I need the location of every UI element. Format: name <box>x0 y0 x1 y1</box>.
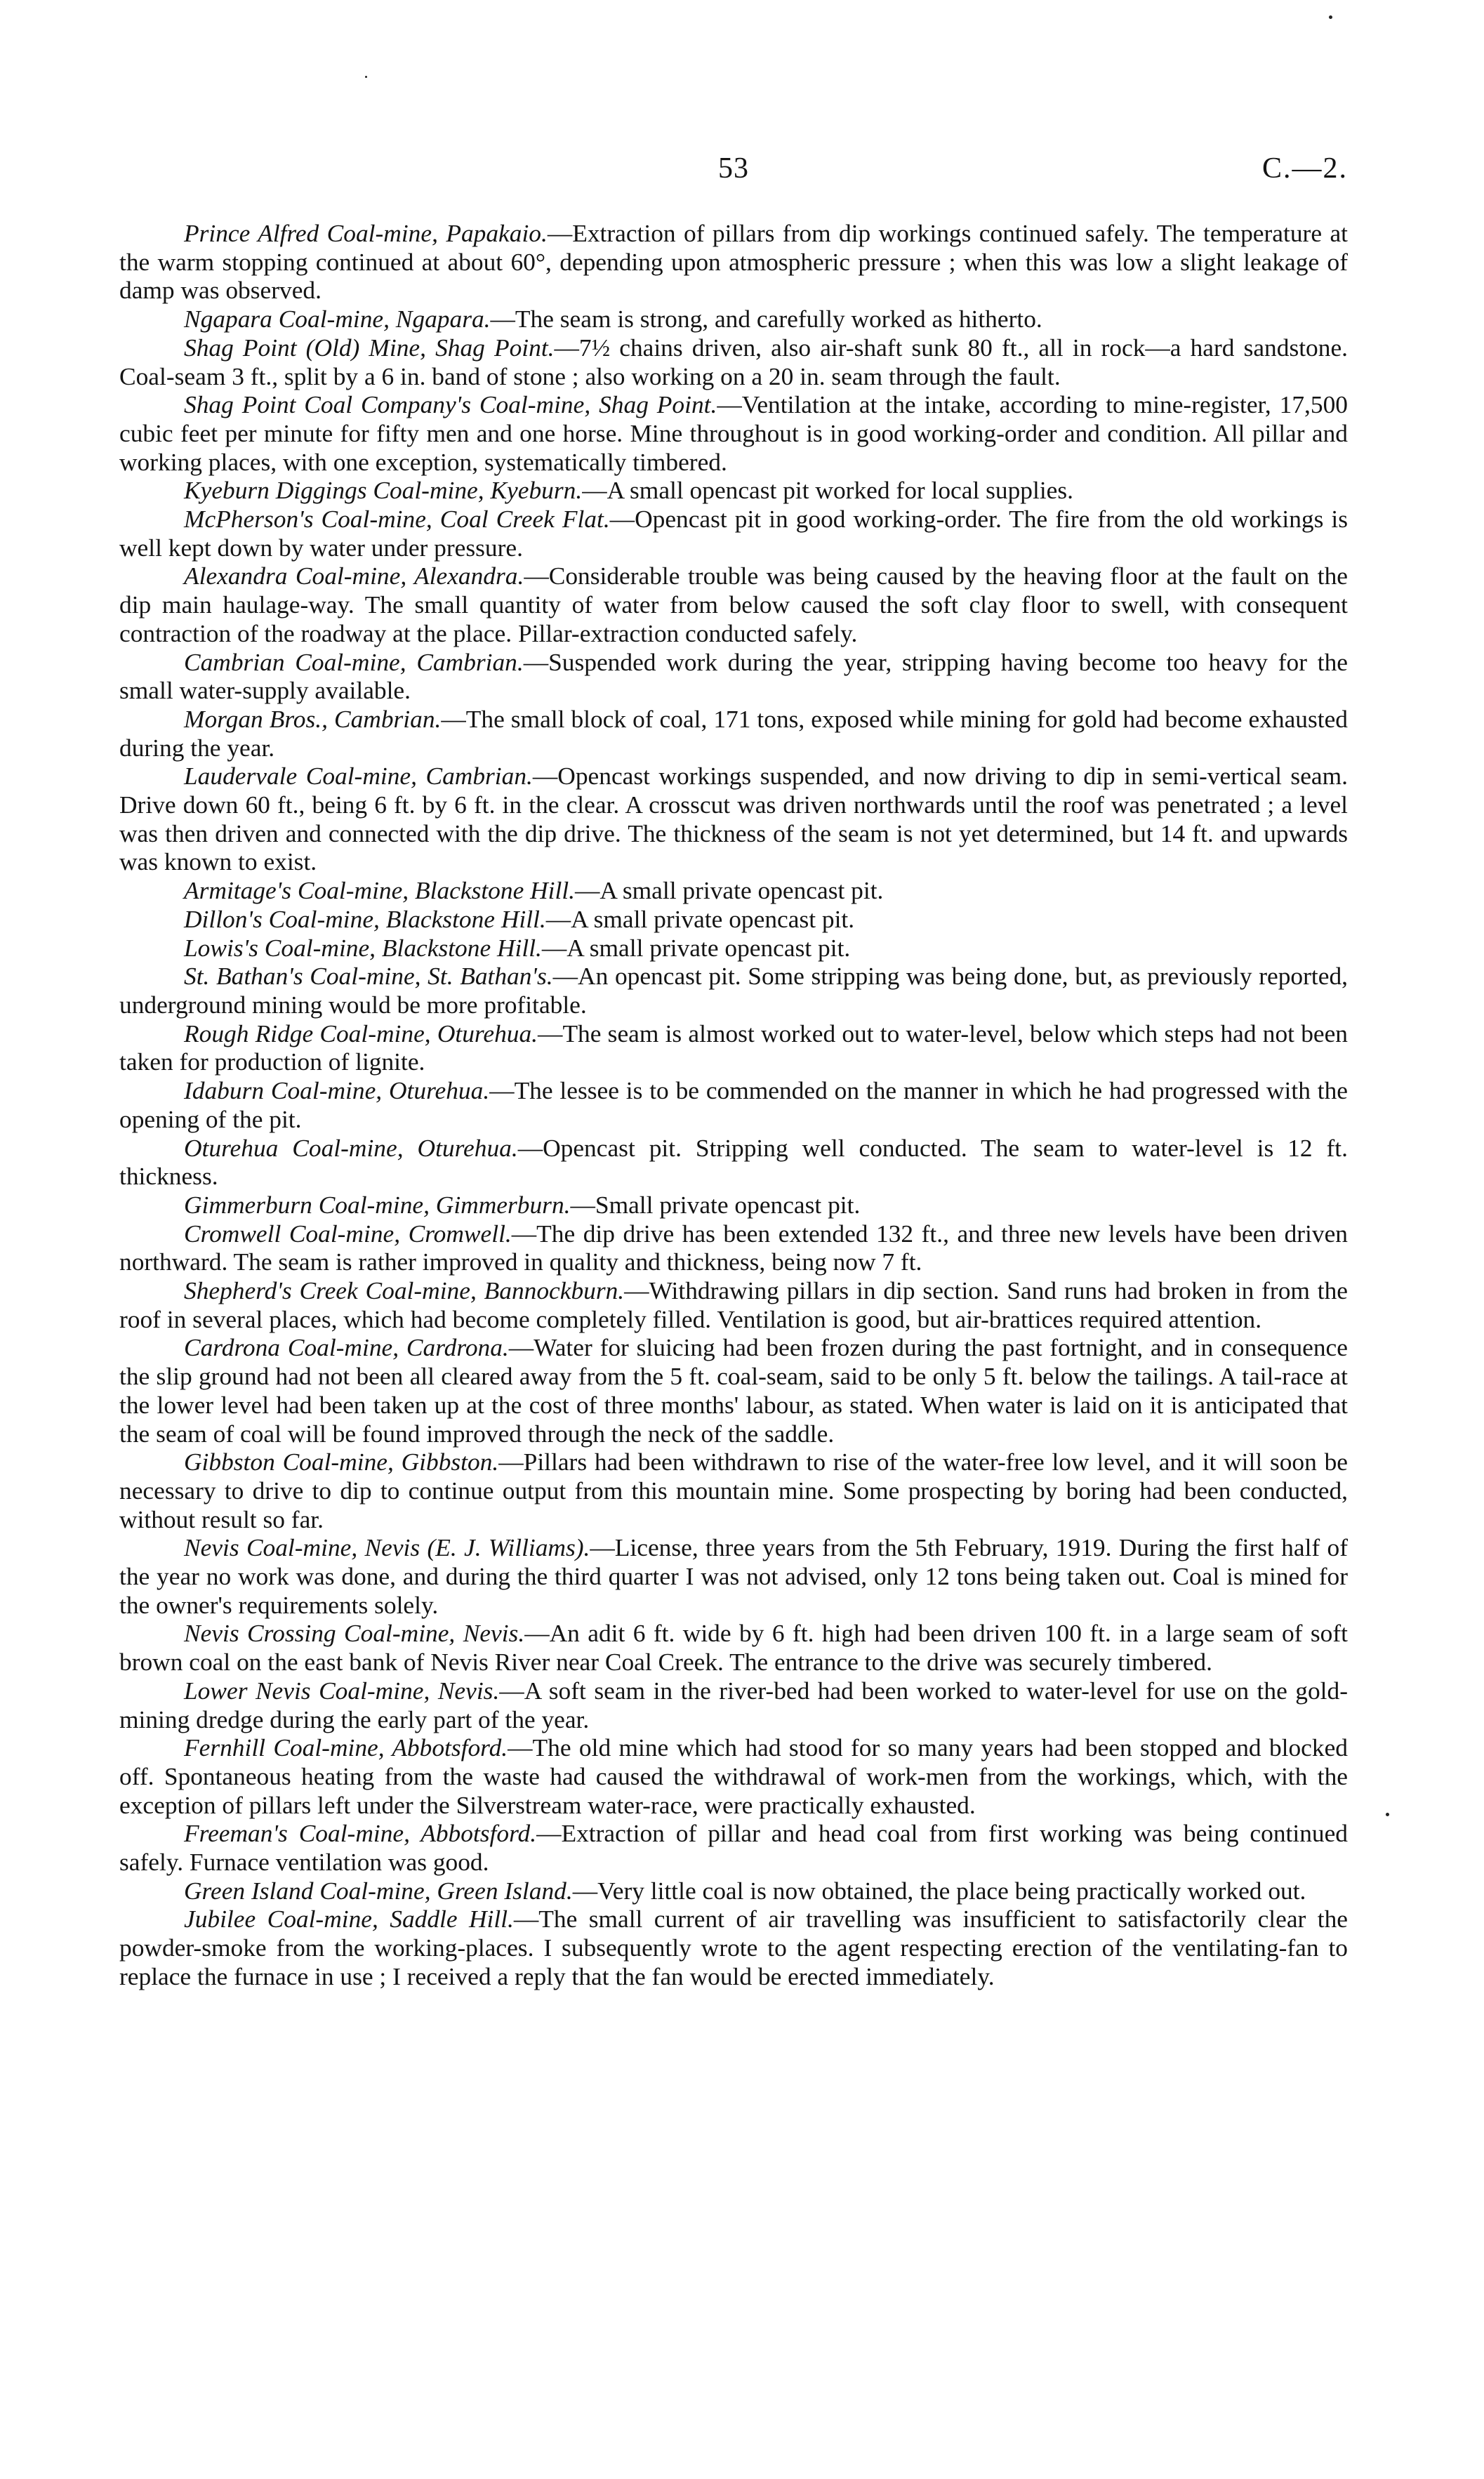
mine-report-text: —The seam is strong, and carefully worked as hitherto. <box>490 305 1042 333</box>
mine-entry <box>119 1877 1348 1905</box>
mine-report-text: —The lessee is to be commended on the manner in which he had progressed with the opening of the pit. <box>119 1076 1348 1133</box>
mine-entry <box>119 1819 1348 1876</box>
mine-entry <box>119 1191 1348 1219</box>
scan-speck <box>1329 15 1332 19</box>
mine-name: Green Island Coal-mine, Green Island. <box>184 1876 573 1905</box>
mine-report-text: —The old mine which had stood for so many years had been stopped and blocked off. Spontaneous heating from the waste had caused the withdrawal of work-men from the workings, which, with the exception of pillars left under the Silverstream water-race, were practically exhausted. <box>119 1733 1348 1819</box>
mine-report-text: —The dip drive has been extended 132 ft., and three new levels have been driven northward. The seam is rather improved in quality and thickness, being now 7 ft. <box>119 1219 1348 1276</box>
mine-name: Armitage's Coal-mine, Blackstone Hill. <box>184 876 576 905</box>
mine-name: Nevis Coal-mine, Nevis (E. J. Williams). <box>184 1533 590 1562</box>
mine-entry <box>119 1733 1348 1819</box>
mine-name: St. Bathan's Coal-mine, St. Bathan's. <box>184 962 553 991</box>
mine-entry <box>119 333 1348 390</box>
scan-speck <box>365 76 367 78</box>
mine-report-text: —Extraction of pillars from dip workings continued safely. The temperature at the warm stopping continued at about 60°, depending upon atmospheric pressure ; when this was low a slight leakage of damp was observed. <box>119 219 1348 305</box>
mine-report-text: —An opencast pit. Some stripping was being done, but, as previously reported, underground mining would be more profitable. <box>119 962 1348 1019</box>
mine-name: Cardrona Coal-mine, Cardrona. <box>184 1333 509 1362</box>
mine-report-text: —Very little coal is now obtained, the place being practically worked out. <box>572 1876 1306 1905</box>
series-code: C.—2. <box>1261 152 1348 185</box>
mine-entry <box>119 1533 1348 1619</box>
mine-report-text: —Suspended work during the year, stripping having become too heavy for the small water-supply available. <box>119 647 1348 705</box>
mine-entry <box>119 1619 1348 1676</box>
mine-name: Alexandra Coal-mine, Alexandra. <box>184 562 524 590</box>
mine-entry <box>119 219 1348 305</box>
mine-name: Oturehua Coal-mine, Oturehua. <box>184 1133 518 1162</box>
mine-entry <box>119 305 1348 333</box>
mine-report-text: —License, three years from the 5th February, 1919. During the first half of the year no work was done, and during the third quarter I was not advised, only 12 tons being taken out. Coal is mined for the owner's requirements solely. <box>119 1533 1348 1619</box>
mine-name: Cromwell Coal-mine, Cromwell. <box>184 1219 512 1248</box>
mine-entry <box>119 705 1348 762</box>
mine-report-text: —Opencast workings suspended, and now driving to dip in semi-vertical seam. Drive down 60 ft., being 6 ft. by 6 ft. in the clear. A crosscut was driven northwards until the roof was penetrated ; a level was then driven and connected with the dip drive. The thickness of the seam is not yet determined, but 14 ft. and upwards was known to exist. <box>119 762 1348 876</box>
mine-entry <box>119 1905 1348 1990</box>
scan-speck <box>1386 1813 1389 1816</box>
mine-entry <box>119 934 1348 963</box>
mine-entry <box>119 1134 1348 1191</box>
mine-entry <box>119 876 1348 905</box>
mine-name: Laudervale Coal-mine, Cambrian. <box>184 762 533 791</box>
mine-report-text: —Extraction of pillar and head coal from first working was being continued safely. Furnace ventilation was good. <box>119 1819 1348 1877</box>
mine-name: Prince Alfred Coal-mine, Papakaio. <box>184 219 548 247</box>
mine-entry <box>119 505 1348 562</box>
mine-report-text: —The small block of coal, 171 tons, exposed while mining for gold had become exhausted during the year. <box>119 704 1348 762</box>
mine-name: Lower Nevis Coal-mine, Nevis. <box>184 1676 500 1705</box>
mine-entry <box>119 390 1348 476</box>
mine-name: McPherson's Coal-mine, Coal Creek Flat. <box>184 505 610 534</box>
mine-name: Shag Point (Old) Mine, Shag Point. <box>184 333 555 362</box>
mine-report-text: —Withdrawing pillars in dip section. Sand runs had broken in from the roof in several places, which had become completely filled. Ventilation is good, but air-brattices required attention. <box>119 1276 1349 1333</box>
mine-name: Fernhill Coal-mine, Abbotsford. <box>184 1733 508 1762</box>
mine-report-text: —The small current of air travelling was insufficient to satisfactorily clear the powder-smoke from the working-places. I subsequently wrote to the agent respecting erection of the ventilating-fan to replace the furnace in use ; I received a reply that the fan would be erected immediately. <box>119 1905 1348 1990</box>
mine-name: Nevis Crossing Coal-mine, Nevis. <box>184 1619 525 1648</box>
page-number: 53 <box>718 152 749 185</box>
mine-report-text: —An adit 6 ft. wide by 6 ft. high had been driven 100 ft. in a large seam of soft brown coal on the east bank of Nevis River near Coal Creek. The entrance to the drive was securely timbered. <box>119 1619 1348 1677</box>
mine-name: Lowis's Coal-mine, Blackstone Hill. <box>184 933 542 962</box>
mine-report-text: —Small private opencast pit. <box>570 1190 861 1219</box>
mine-name: Jubilee Coal-mine, Saddle Hill. <box>184 1905 514 1933</box>
mine-report-text: —Opencast pit in good working-order. The fire from the old workings is well kept down by water under pressure. <box>119 505 1349 562</box>
mine-entry <box>119 962 1348 1019</box>
mine-entry <box>119 905 1348 934</box>
mine-entry <box>119 476 1348 505</box>
mine-report-entries <box>119 219 1348 1991</box>
mine-entry <box>119 562 1348 647</box>
mine-name: Shepherd's Creek Coal-mine, Bannockburn. <box>184 1276 625 1305</box>
mine-name: Rough Ridge Coal-mine, Oturehua. <box>184 1019 538 1047</box>
mine-report-text: —A small opencast pit worked for local supplies. <box>582 476 1073 505</box>
mine-entry <box>119 1019 1348 1076</box>
mine-name: Idaburn Coal-mine, Oturehua. <box>184 1076 490 1105</box>
mine-report-text: —A small private opencast pit. <box>575 876 884 905</box>
mine-name: Dillon's Coal-mine, Blackstone Hill. <box>184 904 546 933</box>
mine-entry <box>119 1448 1348 1533</box>
mine-entry <box>119 1219 1348 1276</box>
page-header <box>119 152 1348 197</box>
mine-entry <box>119 1276 1348 1333</box>
mine-report-text: —A soft seam in the river-bed had been worked to water-level for use on the gold-mining dredge during the early part of the year. <box>119 1676 1348 1733</box>
mine-name: Gibbston Coal-mine, Gibbston. <box>184 1448 499 1476</box>
mine-report-text: —Ventilation at the intake, according to mine-register, 17,500 cubic feet per minute for fifty men and one horse. Mine throughout is in good working-order and condition. All pillar and working places, with one exception, systematically timbered. <box>119 390 1348 476</box>
mine-name: Shag Point Coal Company's Coal-mine, Shag Point. <box>184 390 717 419</box>
mine-report-text: —Pillars had been withdrawn to rise of the water-free low level, and it will soon be necessary to drive to dip to continue output from this mountain mine. Some prospecting by boring had been conducted, without result so far. <box>119 1448 1349 1533</box>
mine-entry <box>119 762 1348 876</box>
mine-entry <box>119 1677 1348 1733</box>
mine-report-text: —7½ chains driven, also air-shaft sunk 80 ft., all in rock—a hard sandstone. Coal-seam 3 ft., split by a 6 in. band of stone ; also working on a 20 in. seam through the fault. <box>119 333 1348 390</box>
mine-name: Freeman's Coal-mine, Abbotsford. <box>184 1819 537 1848</box>
mine-report-text: —Considerable trouble was being caused by the heaving floor at the fault on the dip main haulage-way. The small quantity of water from below caused the soft clay floor to swell, with consequent contraction of the roadway at the place. Pillar-extraction conducted safely. <box>119 562 1348 647</box>
mine-entry <box>119 1076 1348 1133</box>
mine-report-text: —Water for sluicing had been frozen during the past fortnight, and in consequence the slip ground had not been all cleared away from the 5 ft. coal-seam, said to be only 5 ft. below the tailings. A tail-race at the lower level had been taken up at the cost of three months' labour, as stated. When water is laid on it is anticipated that the seam of coal will be found improved through the neck of the saddle. <box>119 1333 1348 1448</box>
mine-entry <box>119 1333 1348 1448</box>
mine-entry <box>119 648 1348 705</box>
mine-name: Ngapara Coal-mine, Ngapara. <box>184 305 491 333</box>
mine-report-text: —A small private opencast pit. <box>545 904 855 933</box>
mine-report-text: —Opencast pit. Stripping well conducted. The seam to water-level is 12 ft. thickness. <box>119 1133 1348 1191</box>
mine-name: Cambrian Coal-mine, Cambrian. <box>184 647 524 676</box>
mine-report-text: —The seam is almost worked out to water-level, below which steps had not been taken for production of lignite. <box>119 1019 1349 1076</box>
mine-name: Gimmerburn Coal-mine, Gimmerburn. <box>184 1190 571 1219</box>
mine-name: Morgan Bros., Cambrian. <box>184 704 442 733</box>
mine-report-text: —A small private opencast pit. <box>541 933 851 962</box>
mine-name: Kyeburn Diggings Coal-mine, Kyeburn. <box>184 476 583 505</box>
